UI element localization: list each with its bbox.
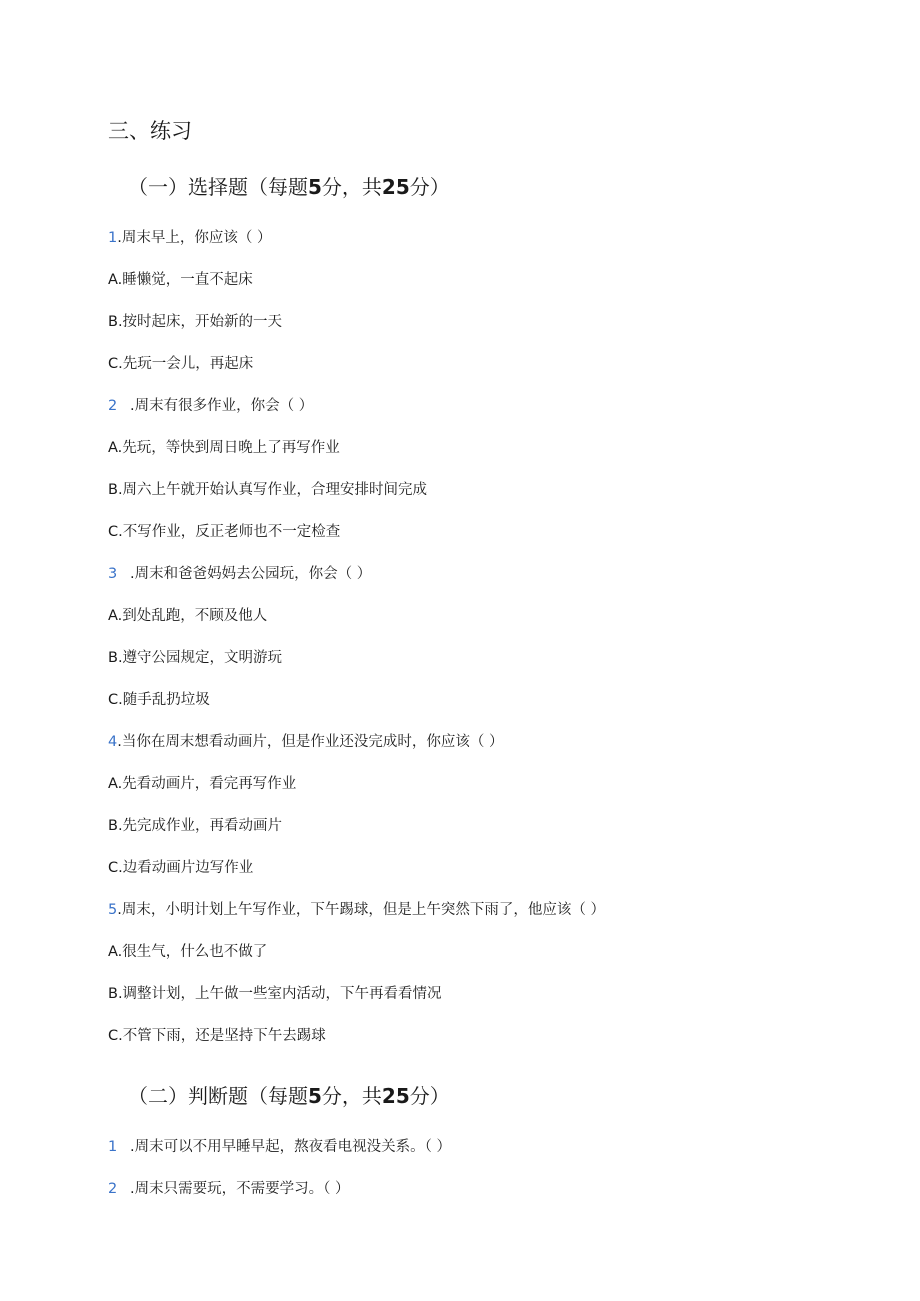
section-title-multiple-choice bbox=[128, 172, 450, 202]
question-number: 3 bbox=[108, 566, 118, 582]
section-total: 25 bbox=[381, 175, 410, 199]
section-total: 25 bbox=[381, 1084, 410, 1108]
option: C.不写作业，反正老师也不一定检查 bbox=[108, 524, 341, 540]
option: B.调整计划，上午做一些室内活动，下午再看看情况 bbox=[108, 986, 442, 1002]
question-number: 1 bbox=[108, 230, 118, 246]
question bbox=[108, 1179, 349, 1199]
question-number: 1 bbox=[108, 1139, 118, 1155]
question bbox=[108, 900, 605, 920]
question-text: .周末有很多作业，你会（ ） bbox=[130, 398, 314, 414]
section-title-text: （二）判断题（每题 bbox=[128, 1084, 308, 1108]
option: B.周六上午就开始认真写作业，合理安排时间完成 bbox=[108, 482, 428, 498]
option: A.睡懒觉，一直不起床 bbox=[108, 272, 253, 288]
option: C.不管下雨，还是坚持下午去踢球 bbox=[108, 1028, 326, 1044]
option: A.先看动画片，看完再写作业 bbox=[108, 776, 297, 792]
section-title-text: 分，共 bbox=[321, 1084, 382, 1108]
option: B.按时起床，开始新的一天 bbox=[108, 314, 283, 330]
option: C.先玩一会儿，再起床 bbox=[108, 356, 254, 372]
option: A.先玩，等快到周日晚上了再写作业 bbox=[108, 440, 340, 456]
question-text: .周末可以不用早睡早起，熬夜看电视没关系。（ ） bbox=[130, 1139, 451, 1155]
question bbox=[108, 396, 313, 416]
question bbox=[108, 1137, 451, 1157]
section-title-text: 分） bbox=[409, 1084, 450, 1108]
question-number: 5 bbox=[108, 902, 118, 918]
option: C.随手乱扔垃圾 bbox=[108, 692, 210, 708]
section-score: 5 bbox=[308, 1084, 322, 1108]
question-number: 2 bbox=[108, 1181, 118, 1197]
question-text: .周末只需要玩，不需要学习。（ ） bbox=[130, 1181, 350, 1197]
question-number: 4 bbox=[108, 734, 118, 750]
option: A.到处乱跑，不顾及他人 bbox=[108, 608, 268, 624]
question bbox=[108, 564, 371, 584]
option: B.先完成作业，再看动画片 bbox=[108, 818, 283, 834]
section-title-text: （一）选择题（每题 bbox=[128, 175, 308, 199]
section-title-text: 分） bbox=[409, 175, 450, 199]
section-title-true-false bbox=[128, 1081, 450, 1111]
option: C.边看动画片边写作业 bbox=[108, 860, 254, 876]
question-text: .周末和爸爸妈妈去公园玩，你会（ ） bbox=[130, 566, 372, 582]
option: B.遵守公园规定，文明游玩 bbox=[108, 650, 283, 666]
option: A.很生气，什么也不做了 bbox=[108, 944, 268, 960]
question-text: .当你在周末想看动画片，但是作业还没完成时，你应该（ ） bbox=[117, 734, 504, 750]
page-heading: 三、练习 bbox=[108, 119, 192, 143]
question bbox=[108, 228, 271, 248]
section-score: 5 bbox=[308, 175, 322, 199]
question bbox=[108, 732, 503, 752]
question-text: .周末，小明计划上午写作业，下午踢球，但是上午突然下雨了，他应该（ ） bbox=[117, 902, 605, 918]
section-title-text: 分，共 bbox=[321, 175, 382, 199]
question-number: 2 bbox=[108, 398, 118, 414]
question-text: .周末早上，你应该（ ） bbox=[117, 230, 272, 246]
